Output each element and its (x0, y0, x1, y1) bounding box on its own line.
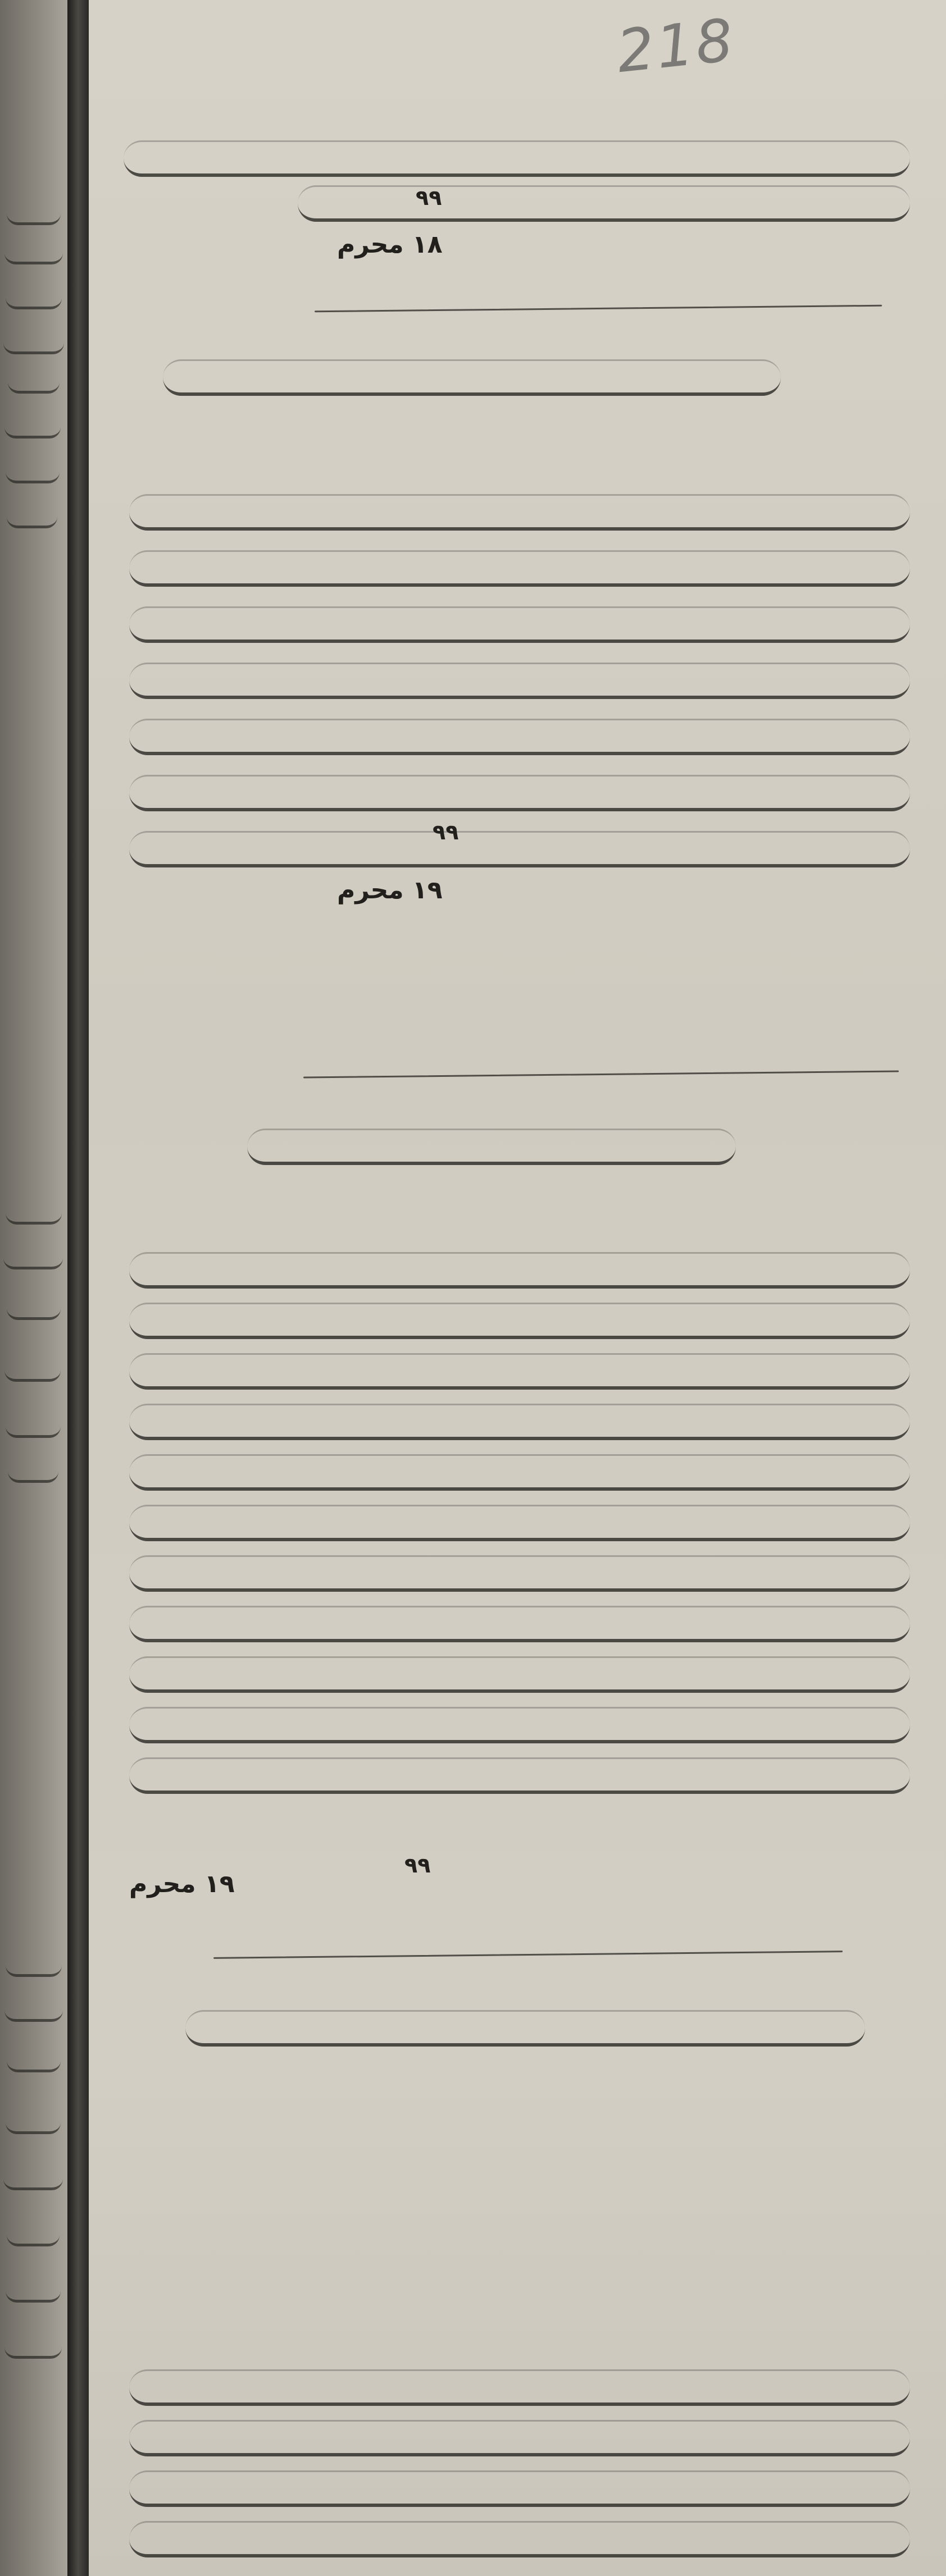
margin-text (6, 460, 60, 483)
handwritten-line (129, 1404, 910, 1440)
margin-text (7, 202, 61, 225)
handwritten-line (298, 185, 910, 222)
entry-date-month: محرم (337, 230, 404, 259)
margin-text (6, 286, 62, 309)
handwritten-heading (247, 1129, 736, 1165)
handwritten-line (129, 1757, 910, 1794)
margin-text (6, 1954, 62, 1977)
margin-text (6, 1202, 62, 1225)
handwritten-line (129, 1353, 910, 1390)
handwritten-line (129, 1656, 910, 1693)
handwritten-line (129, 1252, 910, 1289)
margin-text (3, 2167, 63, 2190)
margin-text (4, 415, 61, 439)
entry-year: ٩٩ (416, 185, 442, 210)
book-gutter (67, 0, 89, 2576)
handwritten-line (129, 2470, 910, 2507)
margin-text (7, 1297, 61, 1320)
entry-date-month: محرم (129, 1870, 196, 1898)
handwritten-line (129, 1505, 910, 1541)
margin-text (7, 2223, 60, 2246)
entry-year: ٩٩ (404, 1853, 431, 1878)
margin-text (8, 1460, 58, 1483)
entry-date (337, 230, 443, 259)
entry-date-day: ١٩ (204, 1870, 235, 1898)
previous-page-edge (0, 0, 67, 2576)
handwritten-line (129, 663, 910, 699)
handwritten-line (129, 2369, 910, 2406)
margin-text (4, 241, 63, 264)
entry-date-day: ١٩ (412, 876, 443, 905)
margin-text (6, 2280, 61, 2303)
margin-text (7, 2049, 61, 2072)
handwritten-line (129, 1555, 910, 1592)
handwritten-heading (185, 2010, 865, 2047)
handwritten-line (129, 1303, 910, 1339)
handwritten-line (129, 1454, 910, 1491)
handwritten-line (129, 2420, 910, 2456)
margin-text (4, 1999, 63, 2022)
margin-text (7, 505, 57, 528)
handwritten-line (129, 775, 910, 811)
handwritten-line (129, 719, 910, 755)
margin-text (3, 1246, 63, 1269)
handwritten-line (129, 1707, 910, 1743)
handwritten-line (129, 606, 910, 643)
margin-text (3, 331, 64, 354)
handwritten-line (129, 494, 910, 531)
margin-text (6, 2111, 61, 2134)
handwritten-line (124, 140, 910, 177)
handwritten-heading (163, 359, 781, 396)
handwritten-line (129, 831, 910, 867)
handwritten-line (129, 550, 910, 587)
handwritten-line (129, 2521, 910, 2557)
margin-text (8, 371, 60, 394)
entry-date-month: محرم (337, 876, 404, 905)
folio-number: 218 (613, 5, 739, 86)
entry-date (337, 876, 443, 905)
margin-text (4, 2336, 62, 2359)
handwritten-line (129, 1606, 910, 1642)
entry-year: ٩٩ (433, 820, 459, 844)
margin-text (6, 1415, 61, 1438)
margin-text (4, 1359, 61, 1382)
entry-date-day: ١٨ (412, 230, 443, 259)
entry-date (129, 1870, 235, 1898)
